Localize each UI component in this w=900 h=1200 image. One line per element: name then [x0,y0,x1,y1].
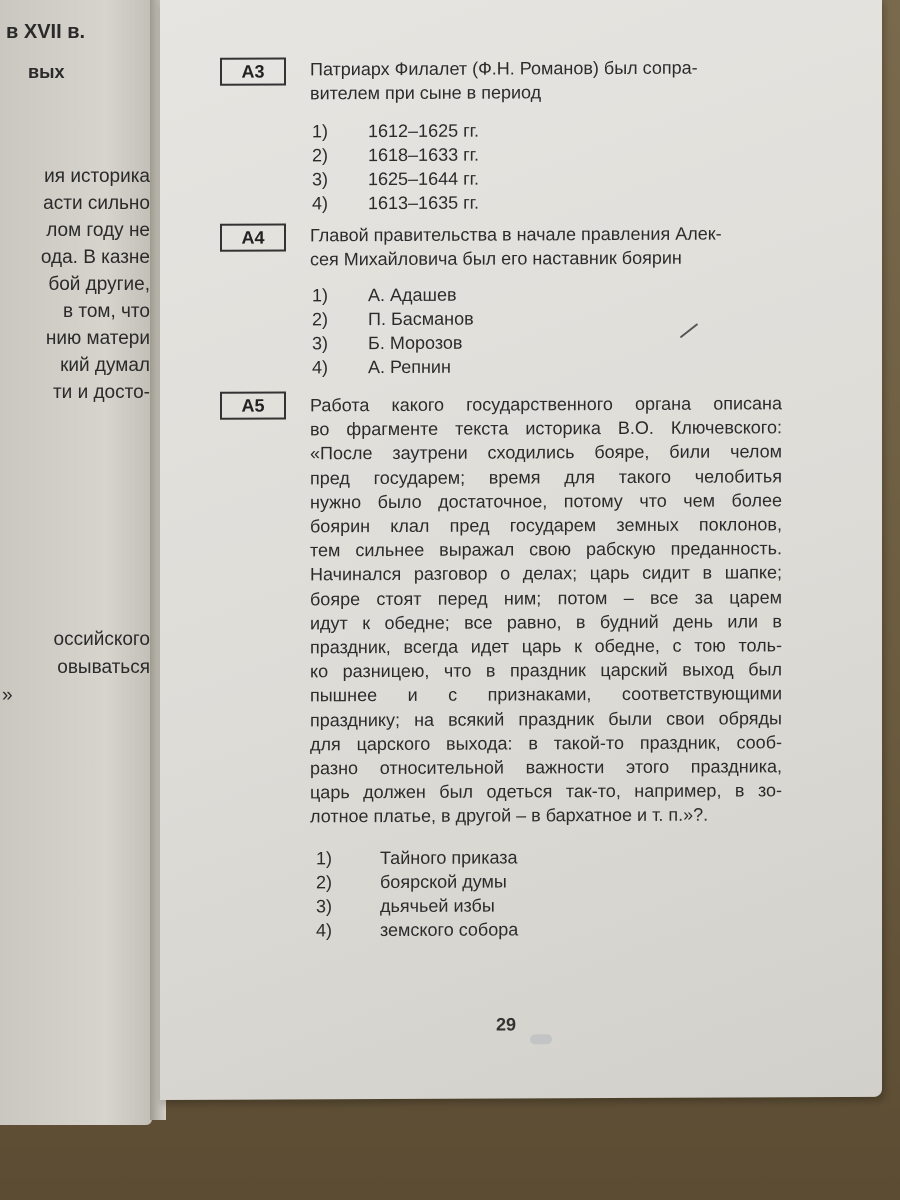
left-text-line: оссийского [53,629,150,650]
left-text-line: ия историка [44,166,150,187]
answer-option[interactable]: 2) 1618–1633 гг. [312,144,480,166]
task-number-box: A3 [220,57,286,85]
left-text-line: ти и досто- [52,382,150,403]
answer-option[interactable]: 2) П. Басманов [312,308,474,330]
task-number-box: A4 [220,223,286,251]
answer-option[interactable]: 1) А. Адашев [312,284,457,306]
question-line: Начинался разговор о делах; царь сидит в шапке; [310,562,782,585]
left-page [0,0,152,1125]
left-header: в XVII в. [6,21,86,43]
question-line: пред государем; время для такого челобитья [310,465,782,488]
answer-options [312,283,474,380]
answer-option[interactable]: 3) 1625–1644 гг. [312,168,480,190]
question-text [310,391,782,829]
right-page [160,0,882,1100]
answer-option[interactable]: 3) дьячьей избы [316,895,495,917]
question-line: идут к обедне; все равно, в будний день или в [310,611,782,634]
left-text-line: овываться [57,657,150,678]
question-line: ко разницею, что в праздник царский выход был [310,659,782,682]
answer-option[interactable]: 4) А. Репнин [312,356,451,378]
left-subheader: вых [28,62,65,82]
left-text-line: лом году не [46,220,150,241]
page-number: 29 [496,1014,517,1035]
question-line: разно относительной важности этого праздника, [310,756,782,779]
question-line: праздник, всегда идет царь к обедне, с тою толь- [310,635,782,658]
left-text-line: ода. В казне [40,247,150,268]
answer-option[interactable]: 4) земского собора [316,919,519,941]
left-text-line: бой другие, [48,274,150,295]
question-line: тем сильнее выражал свою рабскую преданность. [310,538,782,561]
answer-option[interactable]: 1) 1612–1625 гг. [312,120,480,142]
question-line: царь должен был одеться так-то, например, в зо- [310,780,782,803]
task-number-box: A5 [220,391,286,419]
question-line: Главой правительства в начале правления Алек- [310,223,722,246]
question-line: во фрагменте текста историка В.О. Ключевского: [310,417,782,440]
question-line: нужно было достаточное, потому что чем более [310,490,782,513]
answer-options [316,845,518,942]
question-line: Работа какого государственного органа описана [310,393,782,416]
answer-option[interactable]: 1) Тайного приказа [316,847,518,869]
left-text-line: асти сильно [43,193,150,214]
question-line: бояре стоят перед ним; потом – все за царем [310,586,782,609]
question-line: сея Михайловича был его наставник боярин [310,247,682,270]
question-line: лотное платье, в другой – в бархатное и т. п.»?. [310,805,709,827]
answer-option[interactable]: 3) Б. Морозов [312,332,463,354]
question-line: вителем при сыне в период [310,82,542,104]
question-line: Патриарх Филалет (Ф.Н. Романов) был сопра- [310,57,698,80]
left-text-line: кий думал [60,355,150,376]
left-text-line: в том, что [62,301,150,322]
question-line: боярин клал пред государем земных поклонов, [310,514,782,537]
question-text [310,55,782,105]
page-smudge [530,1034,552,1044]
question-line: празднику; на всякий праздник были свои обряды [310,707,782,730]
left-text-line: » [2,685,13,706]
left-text-line: нию матери [45,328,150,349]
question-line: «После заутрени сходились бояре, били челом [310,441,782,464]
answer-option[interactable]: 4) 1613–1635 гг. [312,192,480,214]
question-text [310,221,782,271]
question-line: пышнее и с признаками, соответствующими [310,683,782,706]
pen-mark [680,323,699,338]
question-line: для царского выхода: в такой-то праздник, сооб- [310,732,782,755]
answer-options [312,119,479,216]
answer-option[interactable]: 2) боярской думы [316,871,507,893]
